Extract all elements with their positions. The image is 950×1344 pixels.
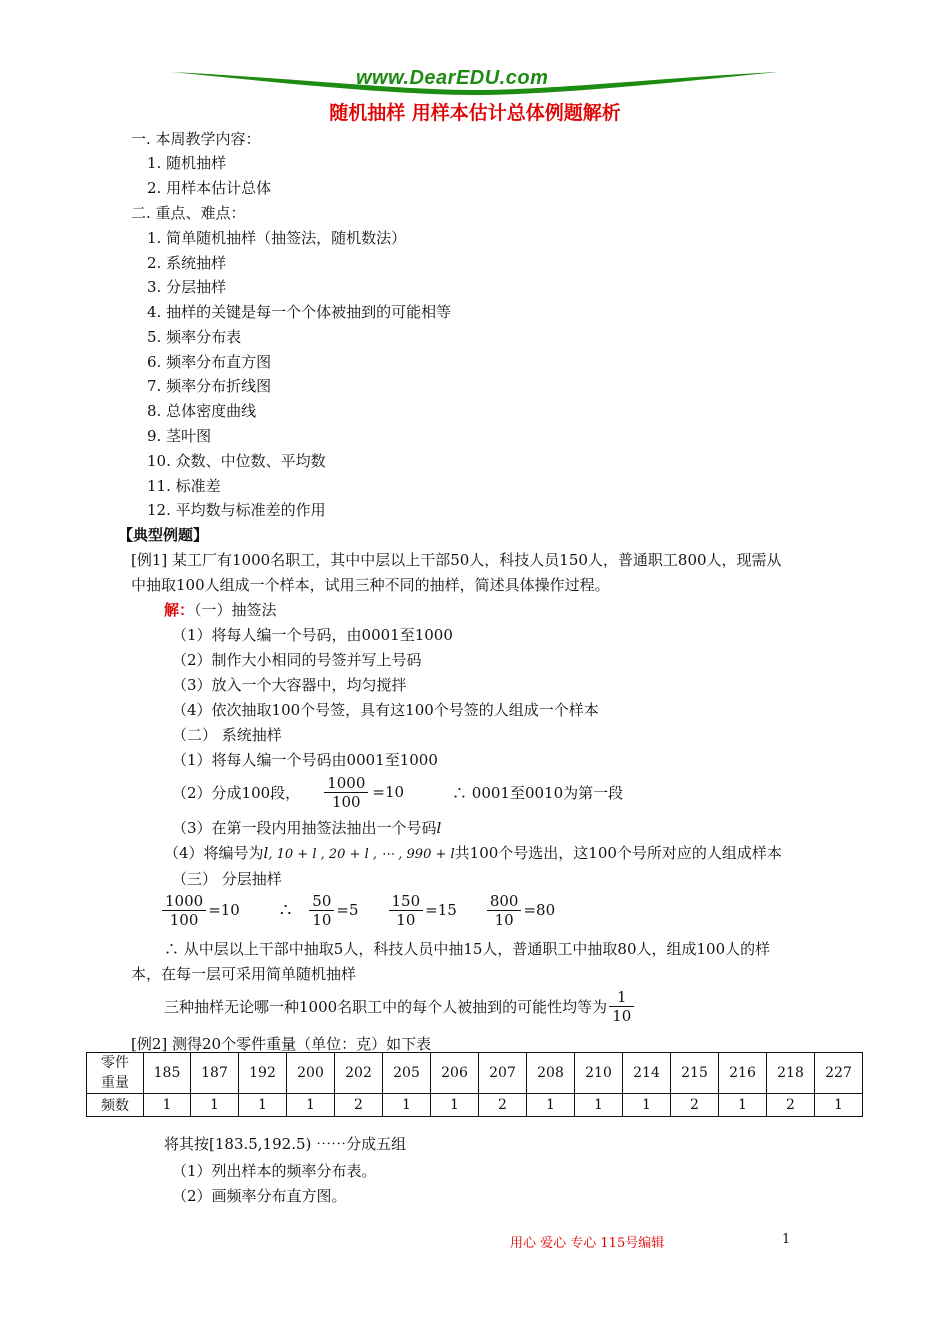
equation-result: =80 — [523, 901, 556, 919]
list-item: 1. 简单随机抽样（抽签法，随机数法） — [147, 229, 407, 247]
table-cell: 205 — [383, 1053, 431, 1094]
header-text: 零件 — [101, 1055, 129, 1071]
fraction-numerator: 150 — [389, 892, 424, 911]
method-title: （二） 系统抽样 — [172, 726, 282, 744]
table-cell: 2 — [479, 1094, 527, 1117]
table-cell: 1 — [623, 1094, 671, 1117]
fraction-denominator: 100 — [331, 792, 361, 811]
table-cell: 187 — [191, 1053, 239, 1094]
solution-label: 解： — [164, 601, 195, 619]
step: （3）放入一个大容器中，均匀搅拌 — [172, 676, 407, 694]
section-1-heading: 一. 本周教学内容： — [131, 130, 261, 148]
table-cell: 192 — [239, 1053, 287, 1094]
table-cell: 1 — [383, 1094, 431, 1117]
table-cell: 206 — [431, 1053, 479, 1094]
section-2-heading: 二. 重点、难点： — [131, 204, 246, 222]
page-number: 1 — [782, 1232, 791, 1247]
equation-result: =5 — [336, 901, 359, 919]
table-cell: 1 — [719, 1094, 767, 1117]
list-item: 5. 频率分布表 — [147, 328, 242, 346]
example-1-text: 中抽取100人组成一个样本，试用三种不同的抽样，简述具体操作过程。 — [131, 576, 610, 594]
equation-result: =10 — [372, 783, 405, 801]
fraction — [389, 892, 424, 929]
table-header-cell: 频数 — [87, 1094, 144, 1117]
fraction-numerator: 800 — [487, 892, 522, 911]
sequence: 10 + l , 20 + l , ⋯ , 990 + l — [276, 847, 455, 862]
step-text: 共100个号选出，这100个号所对应的人组成样本 — [454, 844, 782, 862]
table-cell: 2 — [335, 1094, 383, 1117]
step — [172, 818, 441, 838]
fraction — [487, 892, 522, 929]
step — [172, 770, 623, 814]
table-cell: 1 — [527, 1094, 575, 1117]
table-cell: 2 — [671, 1094, 719, 1117]
list-item: 12. 平均数与标准差的作用 — [147, 501, 326, 519]
weight-frequency-table — [86, 1052, 863, 1117]
list-item: 9. 茎叶图 — [147, 427, 212, 445]
table-cell: 1 — [287, 1094, 335, 1117]
step: （4）依次抽取100个号签，具有这100个号签的人组成一个样本 — [172, 701, 599, 719]
variable-l: l — [263, 844, 269, 862]
step-text: ∴ 0001至0010为第一段 — [452, 783, 624, 802]
table-cell: 1 — [575, 1094, 623, 1117]
variable-l: l — [436, 819, 442, 837]
conclusion-sentence: 三种抽样无论哪一种1000名职工中的每个人被抽到的可能性均等为 — [164, 997, 608, 1016]
equation-row — [162, 888, 555, 932]
step-text: （3）在第一段内用抽签法抽出一个号码 — [172, 819, 437, 837]
table-cell: 185 — [144, 1053, 191, 1094]
conclusion-text: 本，在每一层可采用简单随机抽样 — [131, 965, 357, 983]
step: （1）将每人编一个号码，由0001至1000 — [172, 626, 453, 644]
question: （1）列出样本的频率分布表。 — [172, 1162, 377, 1180]
conclusion-text — [164, 984, 634, 1028]
fraction-numerator: 1000 — [324, 774, 368, 793]
table-cell: 1 — [815, 1094, 863, 1117]
table-cell: 1 — [144, 1094, 191, 1117]
list-item: 8. 总体密度曲线 — [147, 402, 257, 420]
fraction-denominator: 100 — [169, 910, 199, 929]
table-cell: 202 — [335, 1053, 383, 1094]
table-cell: 218 — [767, 1053, 815, 1094]
method-title: （一）抽签法 — [194, 601, 277, 619]
fraction — [609, 988, 634, 1025]
question: （2）画频率分布直方图。 — [172, 1187, 347, 1205]
conclusion-text: ∴ 从中层以上干部中抽取5人，科技人员中抽15人，普通职工中抽取80人，组成100人的样 — [164, 940, 771, 958]
step-text: （4）将编号为 — [164, 844, 264, 862]
sequence: , — [268, 847, 277, 862]
table-cell: 200 — [287, 1053, 335, 1094]
step — [164, 843, 782, 865]
table-cell: 210 — [575, 1053, 623, 1094]
fraction — [309, 892, 334, 929]
fraction-numerator: 1000 — [162, 892, 206, 911]
fraction-denominator: 10 — [312, 910, 332, 929]
table-cell: 215 — [671, 1053, 719, 1094]
example-1-text: [例1] 某工厂有1000名职工，其中中层以上干部50人，科技人员150人，普通职工800人，现需从 — [131, 551, 782, 569]
table-cell: 207 — [479, 1053, 527, 1094]
table-cell: 227 — [815, 1053, 863, 1094]
step: （2）制作大小相同的号签并写上号码 — [172, 651, 422, 669]
table-cell: 2 — [767, 1094, 815, 1117]
footer-text: 用心 爱心 专心 115号编辑 — [510, 1236, 665, 1251]
fraction-denominator: 10 — [396, 910, 416, 929]
list-item: 7. 频率分布折线图 — [147, 377, 272, 395]
fraction-denominator: 10 — [494, 910, 514, 929]
fraction — [324, 774, 368, 811]
example-2-text: [例2] 测得20个零件重量（单位：克）如下表 — [131, 1035, 432, 1053]
section-heading-examples: 【典型例题】 — [118, 526, 209, 544]
list-item: 1. 随机抽样 — [147, 154, 227, 172]
list-item: 6. 频率分布直方图 — [147, 353, 272, 371]
table-cell: 1 — [239, 1094, 287, 1117]
table-cell: 214 — [623, 1053, 671, 1094]
fraction — [162, 892, 206, 929]
fraction-numerator: 1 — [609, 988, 634, 1007]
step-text: （2）分成100段， — [172, 783, 301, 802]
equation-result: =15 — [425, 901, 457, 919]
table-row — [87, 1094, 863, 1117]
table-cell: 1 — [191, 1094, 239, 1117]
list-item: 4. 抽样的关键是每一个个体被抽到的可能相等 — [147, 303, 452, 321]
table-header-cell — [87, 1053, 144, 1094]
table-row — [87, 1053, 863, 1094]
example-2-text: 将其按[183.5,192.5) ⋯⋯分成五组 — [164, 1135, 407, 1153]
step: （1）将每人编一个号码由0001至1000 — [172, 751, 438, 769]
method-title: （三） 分层抽样 — [172, 870, 282, 888]
list-item: 3. 分层抽样 — [147, 278, 227, 296]
list-item: 2. 系统抽样 — [147, 254, 227, 272]
solution-method-1 — [164, 600, 277, 620]
header-text: 重量 — [101, 1075, 129, 1091]
fraction-numerator: 50 — [309, 892, 334, 911]
equation-result: =10 — [208, 901, 240, 919]
therefore-symbol: ∴ — [279, 899, 292, 921]
list-item: 10. 众数、中位数、平均数 — [147, 452, 326, 470]
site-url[interactable]: www.DearEDU.com — [356, 67, 549, 89]
table-cell: 208 — [527, 1053, 575, 1094]
list-item: 2. 用样本估计总体 — [147, 179, 272, 197]
list-item: 11. 标准差 — [147, 477, 221, 495]
table-cell: 1 — [431, 1094, 479, 1117]
page-title: 随机抽样 用样本估计总体例题解析 — [329, 102, 621, 124]
table-cell: 216 — [719, 1053, 767, 1094]
fraction-denominator: 10 — [612, 1006, 632, 1025]
